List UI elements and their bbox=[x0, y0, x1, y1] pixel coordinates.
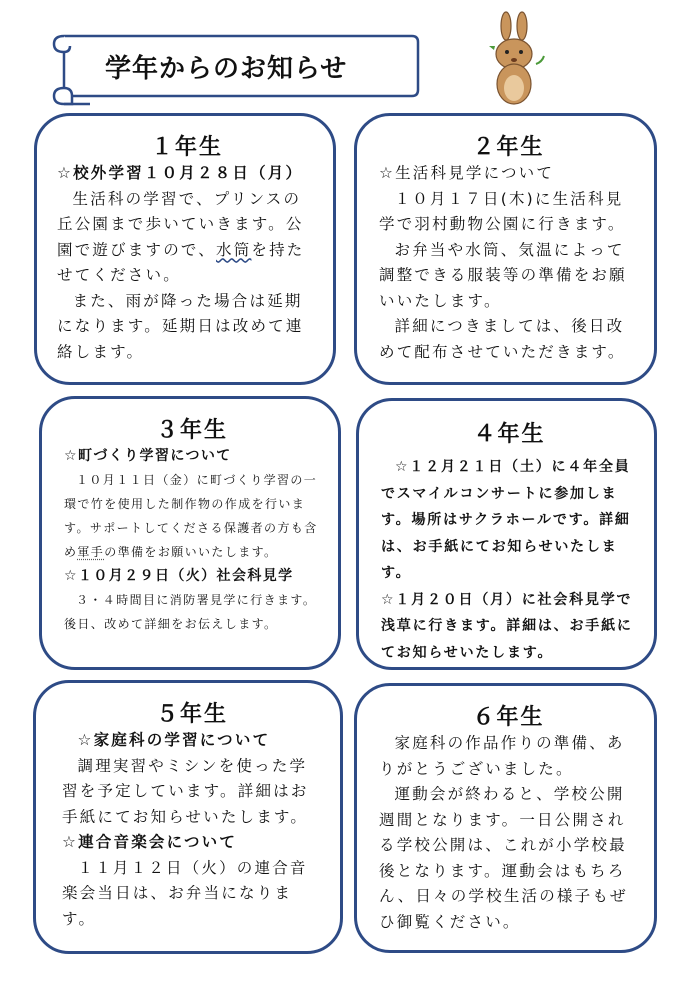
grade-1-item-title: ☆校外学習１０月２８日（月） bbox=[57, 164, 304, 182]
grade-5-item-1-title: ☆家庭科の学習について bbox=[77, 731, 271, 749]
grade-5-card bbox=[33, 680, 343, 954]
grade-2-item-title: ☆生活科見学について bbox=[379, 164, 555, 182]
grade-5-paragraph-1: 調理実習やミシンを使った学習を予定しています。詳細はお手紙にてお知らせいたします。 bbox=[62, 756, 309, 826]
grade-4-heading: ４年生 bbox=[473, 422, 546, 447]
grade-3-card bbox=[39, 396, 341, 670]
page-title: 学年からのお知らせ bbox=[105, 54, 348, 84]
grade-6-card bbox=[354, 683, 657, 953]
grade-2-paragraph-2: お弁当や水筒、気温によって調整できる服装等の準備をお願いいたします。 bbox=[379, 240, 627, 310]
rabbit-illustration bbox=[480, 10, 550, 110]
grade-3-paragraph-2: ３・４時間目に消防署見学に行きます。後日、改めて詳細をお伝えします。 bbox=[64, 593, 317, 631]
grade-5-heading: ５年生 bbox=[155, 702, 228, 727]
water-bottle-emphasis: 水筒 bbox=[216, 240, 252, 259]
grade-3-item-1-title: ☆町づくり学習について bbox=[64, 448, 232, 464]
grade-1-paragraph-2: また、雨が降った場合は延期になります。延期日は改めて連絡します。 bbox=[57, 291, 304, 361]
grade-2-heading: ２年生 bbox=[472, 135, 545, 160]
grade-4-card bbox=[356, 398, 657, 670]
grade-2-paragraph-3: 詳細につきましては、後日改めて配布させていただきます。 bbox=[379, 317, 626, 361]
grade-3-item-2-title: ☆１０月２９日（火）社会科見学 bbox=[64, 568, 294, 584]
grade-4-paragraph-2: ☆１月２０日（月）に社会科見学で浅草に行きます。詳細は、お手紙にてお知らせいたします。 bbox=[381, 591, 633, 661]
grade-3-paragraph-1: １０月１１日（金）に町づくり学習の一環で竹を使用した制作物の作成を行います。サポートしてくださる保護者の方も含め軍手の準備をお願いいたします。 bbox=[64, 473, 318, 559]
grade-1-paragraph: 生活科の学習で、プリンスの丘公園まで歩いていきます。公園で遊びますので、水筒を持たせてください。 bbox=[57, 189, 305, 284]
grade-2-paragraph-1: １０月１７日(木)に生活科見学で羽村動物公園に行きます。 bbox=[379, 189, 626, 233]
grade-6-paragraph-1: 家庭科の作品作りの準備、ありがとうございました。 bbox=[379, 734, 625, 778]
grade-5-item-2-title: ☆連合音楽会について bbox=[62, 833, 238, 851]
grade-6-heading: ６年生 bbox=[472, 705, 545, 730]
grade-6-paragraph-2: 運動会が終わると、学校公開週間となります。一日公開される学校公開は、これが小学校最後となります。運動会はもちろん、日々の学校生活の様子もぜひ御覧ください。 bbox=[379, 785, 628, 931]
grade-3-heading: ３年生 bbox=[155, 418, 228, 443]
grade-2-card bbox=[354, 113, 657, 385]
grade-5-paragraph-2: １１月１２日（火）の連合音楽会当日は、お弁当になります。 bbox=[62, 858, 308, 928]
grade-1-card bbox=[34, 113, 336, 385]
work-gloves-emphasis: 軍手 bbox=[77, 545, 105, 559]
grade-4-paragraph-1: ☆１２月２１日（土）に４年全員でスマイルコンサートに参加します。場所はサクラホールです。詳細は、お手紙にてお知らせいたします。 bbox=[381, 459, 631, 581]
grade-1-heading: １年生 bbox=[150, 135, 223, 160]
